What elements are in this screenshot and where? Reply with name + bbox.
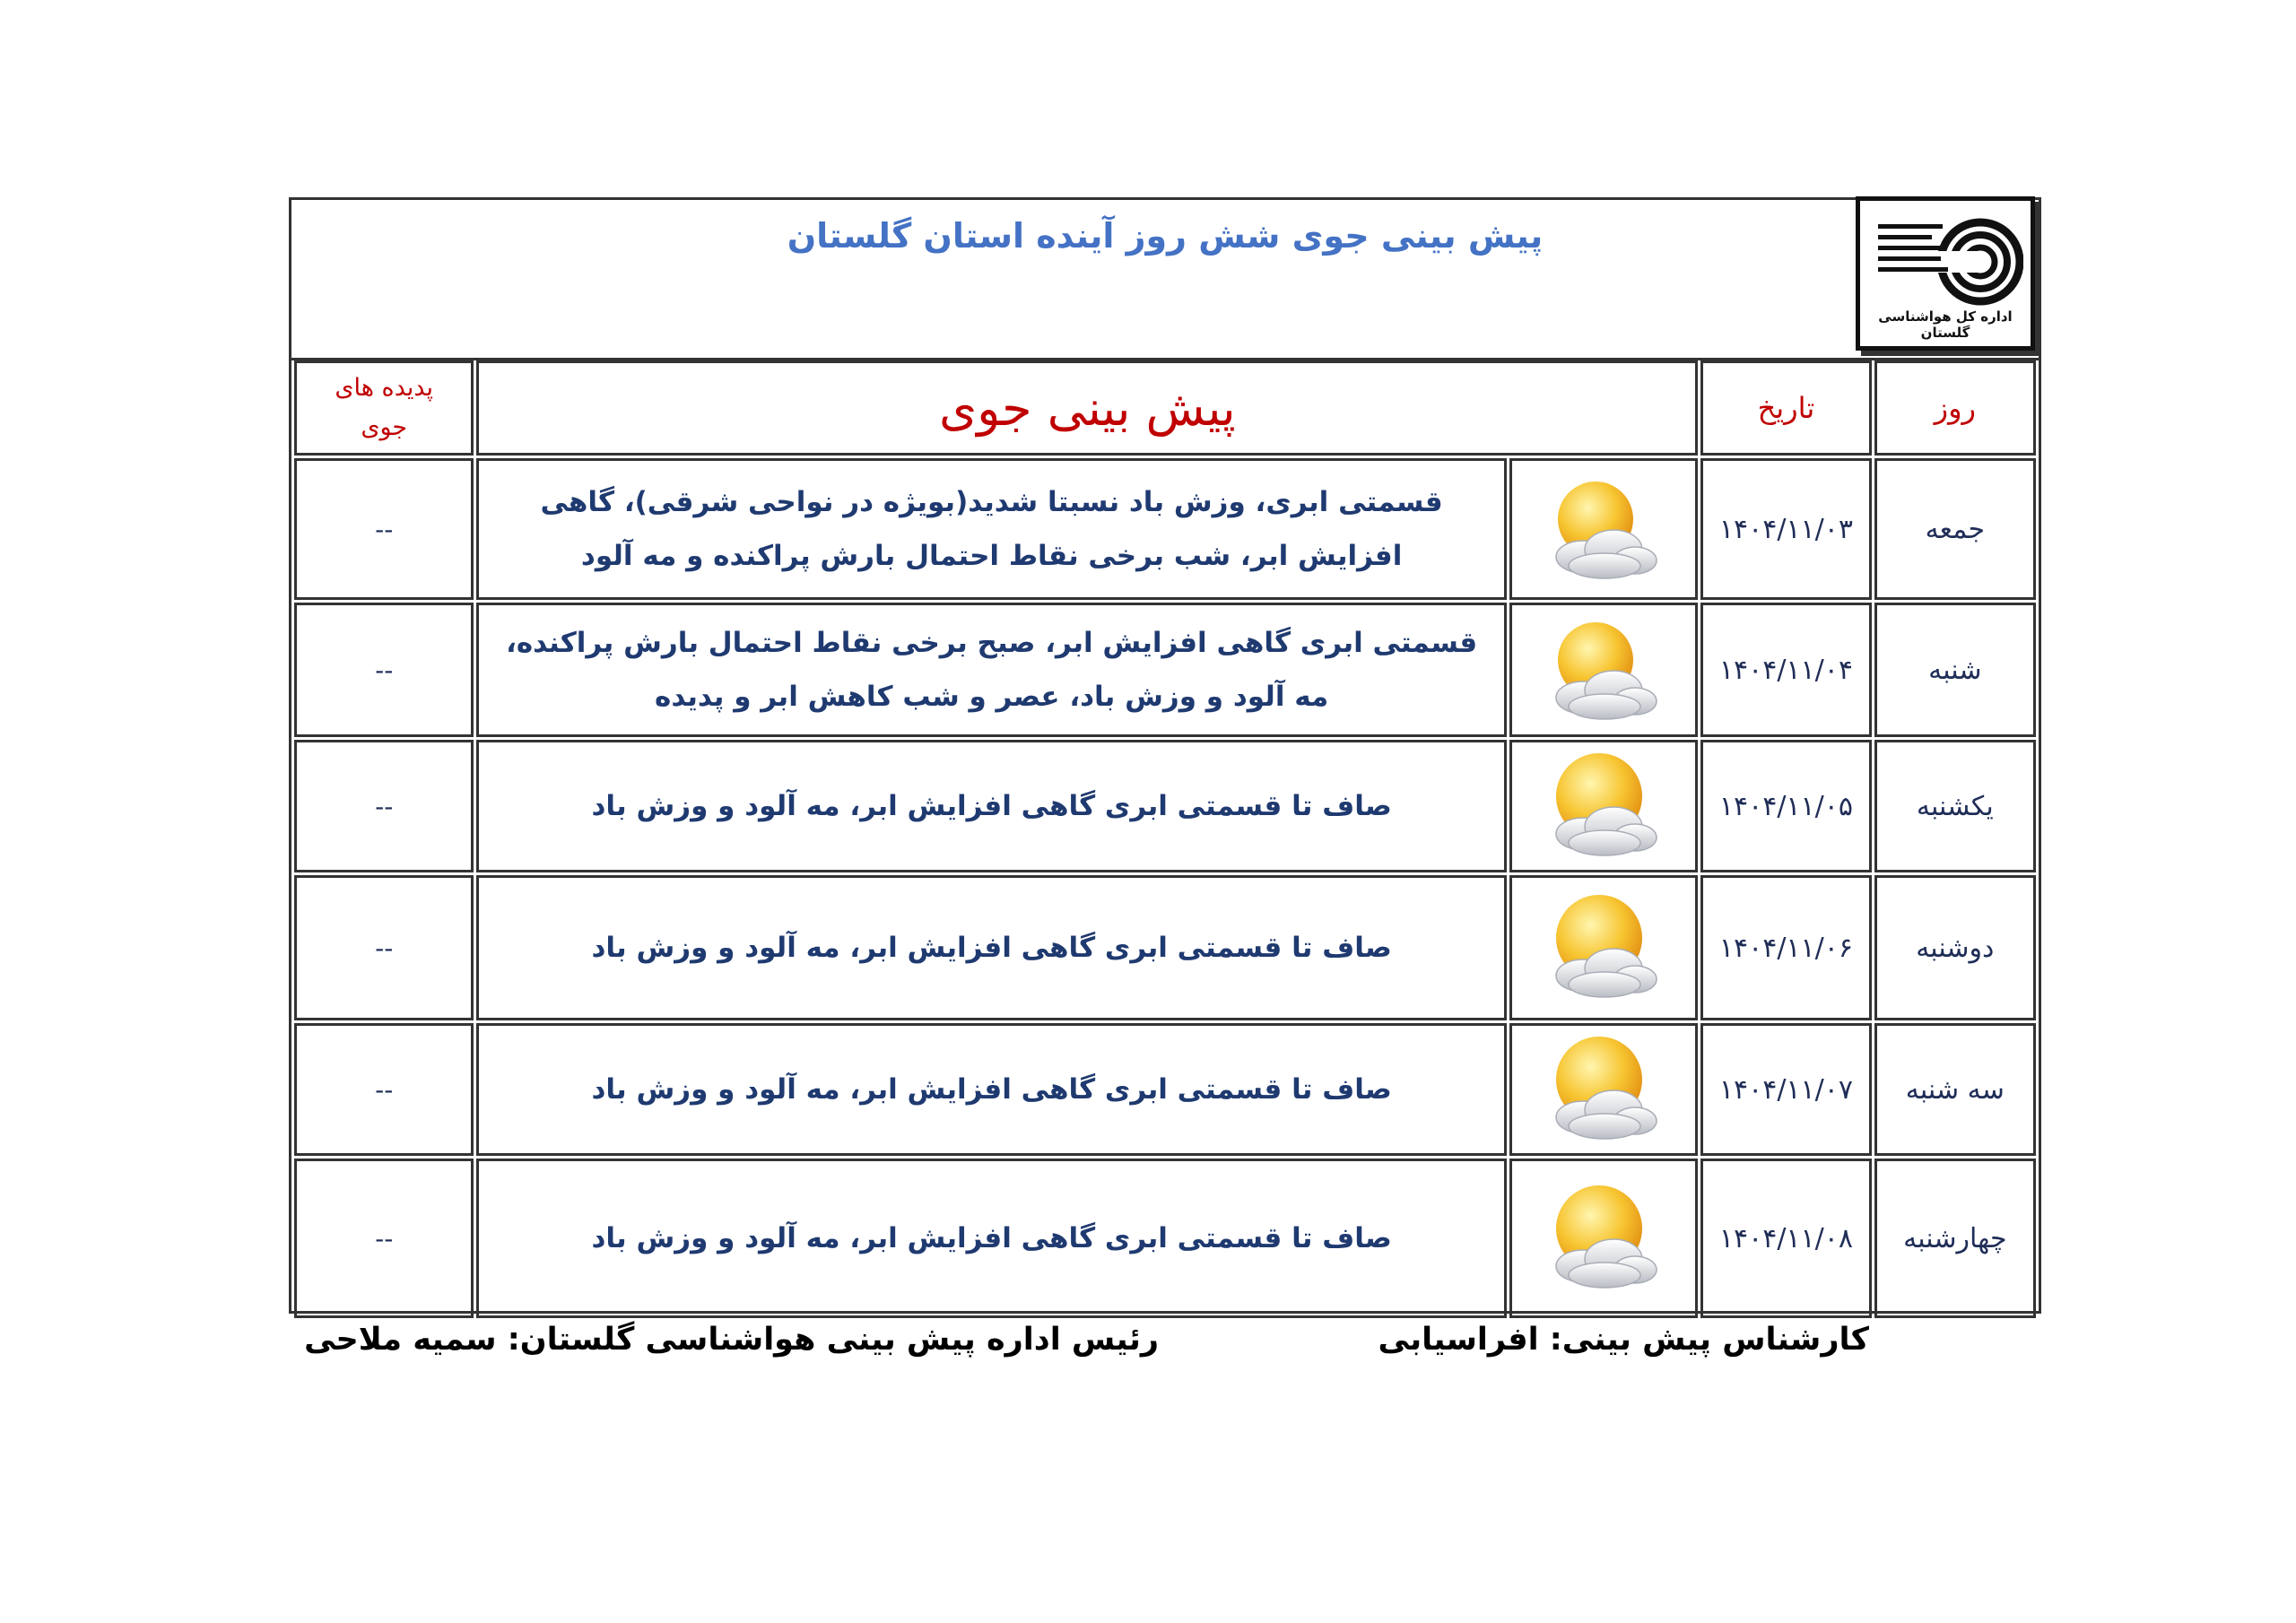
row-weather-icon: [1509, 740, 1698, 872]
row-day: جمعه: [1874, 458, 2036, 600]
row-phenomena: --: [294, 1023, 474, 1156]
row-day: سه شنبه: [1874, 1023, 2036, 1156]
row-date: ۱۴۰۴/۱۱/۰۴: [1700, 603, 1871, 737]
row-forecast-text: صاف تا قسمتی ابری گاهی افزایش ابر، مه آلود و وزش باد: [476, 740, 1506, 872]
row-weather-icon: [1509, 603, 1698, 737]
row-weather-icon: [1509, 1159, 1698, 1318]
row-phenomena: --: [294, 458, 474, 600]
row-weather-icon: [1509, 1023, 1698, 1156]
row-forecast-text: صاف تا قسمتی ابری گاهی افزایش ابر، مه آلود و وزش باد: [476, 1023, 1506, 1156]
table-row: [294, 603, 2036, 737]
column-header-phenomena: [294, 360, 474, 456]
column-header-date: تاریخ: [1700, 360, 1871, 456]
phenomena-header-line2: جوی: [361, 413, 408, 441]
row-phenomena: --: [294, 1159, 474, 1318]
sun-behind-cloud-icon: [1536, 1180, 1671, 1297]
department-head-credit: رئیس اداره پیش بینی هواشناسی گلستان: سمیه ملاحی: [304, 1322, 1159, 1358]
table-row: [294, 740, 2036, 872]
row-date: ۱۴۰۴/۱۱/۰۳: [1700, 458, 1871, 600]
sun-behind-cloud-icon: [1536, 1031, 1671, 1148]
row-day: چهارشنبه: [1874, 1159, 2036, 1318]
row-day: یکشنبه: [1874, 740, 2036, 872]
forecast-table: [291, 358, 2039, 1321]
sun-behind-cloud-icon: [1536, 890, 1671, 1006]
partly-cloudy-sun-icon: [1536, 612, 1671, 728]
sun-behind-cloud-icon: [1536, 748, 1671, 864]
row-phenomena: --: [294, 740, 474, 872]
row-forecast-text: قسمتی ابری گاهی افزایش ابر، صبح برخی نقاط احتمال بارش پراکنده، مه آلود و وزش باد، عصر و شب کاهش ابر و پدیده: [476, 603, 1506, 737]
table-row: [294, 1159, 2036, 1318]
row-weather-icon: [1509, 875, 1698, 1020]
logo-spiral-icon: [1873, 212, 2023, 319]
row-forecast-text: صاف تا قسمتی ابری گاهی افزایش ابر، مه آلود و وزش باد: [476, 1159, 1506, 1318]
row-phenomena: --: [294, 875, 474, 1020]
row-date: ۱۴۰۴/۱۱/۰۷: [1700, 1023, 1871, 1156]
table-header-row: [294, 360, 2036, 456]
logo-caption: اداره کل هواشناسی گلستان: [1878, 308, 2013, 341]
row-day: شنبه: [1874, 603, 2036, 737]
phenomena-header-line1: پدیده های: [335, 374, 434, 402]
table-row: [294, 1023, 2036, 1156]
forecaster-credit: کارشناس پیش بینی: افراسیابی: [1378, 1322, 1869, 1358]
partly-cloudy-sun-icon: [1536, 471, 1671, 587]
forecast-sheet: [289, 197, 2041, 1314]
row-date: ۱۴۰۴/۱۱/۰۶: [1700, 875, 1871, 1020]
page-title: پیش بینی جوی شش روز آینده استان گلستان: [787, 216, 1544, 256]
column-header-forecast: پیش بینی جوی: [476, 360, 1698, 456]
row-date: ۱۴۰۴/۱۱/۰۵: [1700, 740, 1871, 872]
row-date: ۱۴۰۴/۱۱/۰۸: [1700, 1159, 1871, 1318]
row-day: دوشنبه: [1874, 875, 2036, 1020]
table-row: [294, 875, 2036, 1020]
meteorological-organization-logo: [1856, 196, 2035, 351]
row-forecast-text: صاف تا قسمتی ابری گاهی افزایش ابر، مه آلود و وزش باد: [476, 875, 1506, 1020]
table-row: [294, 458, 2036, 600]
title-block: [291, 200, 2039, 360]
row-phenomena: --: [294, 603, 474, 737]
row-weather-icon: [1509, 458, 1698, 600]
row-forecast-text: قسمتی ابری، وزش باد نسبتا شدید(بویژه در نواحی شرقی)، گاهی افزایش ابر، شب برخی نقاط احتمال بارش پراکنده و مه آلود: [476, 458, 1506, 600]
column-header-day: روز: [1874, 360, 2036, 456]
